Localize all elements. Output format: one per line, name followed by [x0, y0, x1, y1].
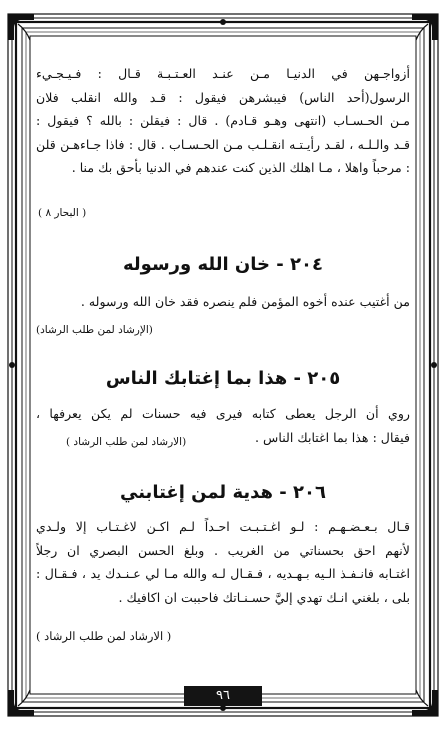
text-line: بلى ، بلغني انـك تهدي إليَّ حسـنـاتك فاحببت ان اكافيك .: [118, 589, 410, 605]
section-heading: ٢٠٥ - هذا بما إغتابك الناس: [105, 368, 341, 389]
source-citation: ( الارشاد لمن طلب الرشاد ): [36, 629, 172, 643]
intro-paragraph: [36, 62, 410, 180]
text-line: : مرحباً واهلا ، مـا اهلك الذين كنت عندهم في الدنيا بأحق بك منا .: [71, 160, 410, 176]
source-citation: (الإرشاد لمن طلب الرشاد): [36, 324, 153, 336]
text-line: قـال بـعـضـهـم : لـو اغـتـبـت احـداً لـم اكـن لاغـتـاب إلا ولـدي: [36, 519, 410, 534]
text-line: من أغتيب عنده أخوه المؤمن فلم ينصره فقد خان الله ورسوله .: [80, 294, 410, 309]
text-line: لأنهم احق بحسناتي من الغريب . وبلغ الحسن البصري ان رجلاً: [36, 542, 410, 558]
text-line: اغتـابه فانـفـذ الـيه بـهـديه ، فـقـال لـه والله مـا لي عـنـدك يد ، فـقـال :: [36, 566, 410, 582]
text-line: روي أن الرجل يعطى كتابه فيرى فيه حسنات لم يكن يعرفها ،: [36, 406, 410, 421]
section-paragraph: [36, 290, 410, 314]
source-citation: (الارشاد لمن طلب الرشاد ): [66, 436, 187, 448]
section-paragraph: [36, 515, 410, 609]
text-line: الرسول(أحد الناس) فيبشرهن فيقول : قـد والله انقلب فلان: [36, 89, 410, 105]
text-line: فيقال : هذا بما اغتابك الناس .: [254, 429, 410, 445]
page-content: [36, 62, 410, 662]
section-heading: ٢٠٤ - خان الله ورسوله: [122, 254, 323, 275]
text-line: قـد والـلـه ، لقـد رأيـتـه انقـلـب مـن الحـسـاب . قال : فاذا جـاءهـن قلن: [36, 136, 410, 152]
section-heading: ٢٠٦ - هدية لمن إغتابني: [120, 482, 326, 503]
page-number: ٩٦: [184, 686, 262, 706]
text-line: أزواجـهن في الدنيـا مـن عنـد العـتـبـة قـال : فـيـجـيء: [36, 66, 410, 81]
source-citation: ( البحار ٨ ): [38, 207, 87, 219]
text-line: مـن الحـسـاب (انتهى وهـو قـادم) . قال : فيقلن : بالله ؟ فيقول :: [36, 113, 410, 129]
